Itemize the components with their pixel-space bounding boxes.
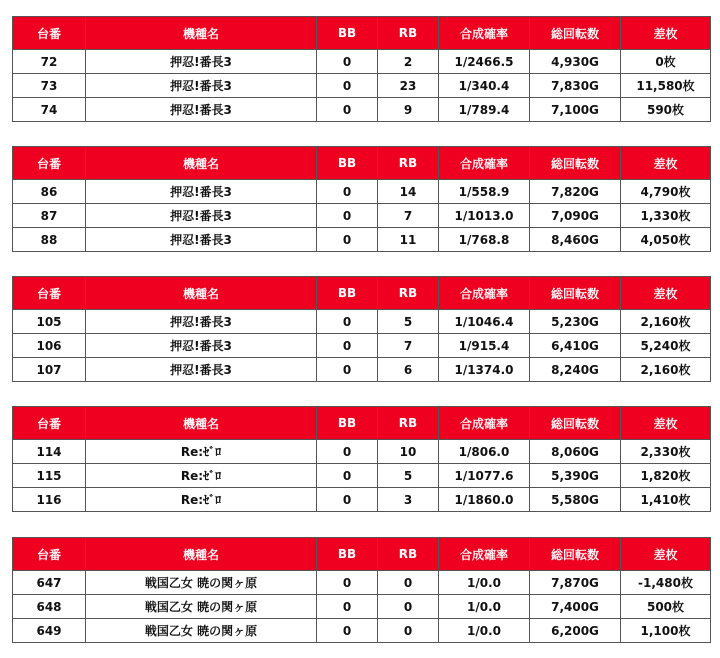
machine-number-cell: 107 — [13, 358, 86, 382]
bb-cell: 0 — [317, 595, 378, 619]
machine-number-cell: 114 — [13, 440, 86, 464]
header-machine-number: 台番 — [13, 277, 86, 310]
bb-cell: 0 — [317, 619, 378, 643]
rb-cell: 6 — [378, 358, 439, 382]
bb-cell: 0 — [317, 488, 378, 512]
rb-cell: 10 — [378, 440, 439, 464]
coin-difference-cell: 1,820枚 — [621, 464, 711, 488]
coin-difference-cell: -1,480枚 — [621, 571, 711, 595]
bb-cell: 0 — [317, 358, 378, 382]
machine-name-cell: Re:ｾﾞﾛ — [86, 488, 317, 512]
header-machine-name: 機種名 — [86, 538, 317, 571]
machine-name-cell: 押忍!番長3 — [86, 98, 317, 122]
table-row — [13, 74, 711, 98]
total-spins-cell: 6,200G — [530, 619, 621, 643]
machine-number-cell: 647 — [13, 571, 86, 595]
header-rb: RB — [378, 538, 439, 571]
header-row — [13, 538, 711, 571]
rb-cell: 7 — [378, 204, 439, 228]
header-row — [13, 277, 711, 310]
machine-name-cell: Re:ｾﾞﾛ — [86, 440, 317, 464]
machine-name-cell: 押忍!番長3 — [86, 228, 317, 252]
machine-name-cell: Re:ｾﾞﾛ — [86, 464, 317, 488]
machine-name-cell: 戦国乙女 暁の関ヶ原 — [86, 571, 317, 595]
bb-cell: 0 — [317, 440, 378, 464]
coin-difference-cell: 500枚 — [621, 595, 711, 619]
combined-probability-cell: 1/2466.5 — [439, 50, 530, 74]
machine-name-cell: 戦国乙女 暁の関ヶ原 — [86, 595, 317, 619]
machine-name-cell: 押忍!番長3 — [86, 180, 317, 204]
header-combined-probability: 合成確率 — [439, 277, 530, 310]
header-total-spins: 総回転数 — [530, 147, 621, 180]
combined-probability-cell: 1/1077.6 — [439, 464, 530, 488]
header-rb: RB — [378, 17, 439, 50]
machine-name-cell: 押忍!番長3 — [86, 358, 317, 382]
table-row — [13, 619, 711, 643]
header-coin-difference: 差枚 — [621, 538, 711, 571]
rb-cell: 5 — [378, 310, 439, 334]
header-machine-name: 機種名 — [86, 147, 317, 180]
table-row — [13, 440, 711, 464]
total-spins-cell: 5,580G — [530, 488, 621, 512]
header-row — [13, 147, 711, 180]
header-combined-probability: 合成確率 — [439, 407, 530, 440]
machine-table-1 — [12, 16, 711, 122]
header-machine-number: 台番 — [13, 17, 86, 50]
table-row — [13, 464, 711, 488]
rb-cell: 11 — [378, 228, 439, 252]
header-machine-name: 機種名 — [86, 17, 317, 50]
machine-name-cell: 押忍!番長3 — [86, 334, 317, 358]
machine-number-cell: 87 — [13, 204, 86, 228]
header-row — [13, 17, 711, 50]
combined-probability-cell: 1/1046.4 — [439, 310, 530, 334]
rb-cell: 2 — [378, 50, 439, 74]
bb-cell: 0 — [317, 228, 378, 252]
machine-name-cell: 押忍!番長3 — [86, 74, 317, 98]
machine-number-cell: 73 — [13, 74, 86, 98]
machine-table-5 — [12, 537, 711, 643]
rb-cell: 7 — [378, 334, 439, 358]
bb-cell: 0 — [317, 74, 378, 98]
coin-difference-cell: 2,160枚 — [621, 310, 711, 334]
header-coin-difference: 差枚 — [621, 277, 711, 310]
combined-probability-cell: 1/0.0 — [439, 571, 530, 595]
header-total-spins: 総回転数 — [530, 538, 621, 571]
coin-difference-cell: 1,330枚 — [621, 204, 711, 228]
rb-cell: 14 — [378, 180, 439, 204]
table-row — [13, 334, 711, 358]
machine-number-cell: 115 — [13, 464, 86, 488]
table-row — [13, 358, 711, 382]
total-spins-cell: 7,400G — [530, 595, 621, 619]
bb-cell: 0 — [317, 204, 378, 228]
coin-difference-cell: 590枚 — [621, 98, 711, 122]
rb-cell: 3 — [378, 488, 439, 512]
machine-name-cell: 押忍!番長3 — [86, 310, 317, 334]
bb-cell: 0 — [317, 180, 378, 204]
header-rb: RB — [378, 407, 439, 440]
header-bb: BB — [317, 407, 378, 440]
header-machine-number: 台番 — [13, 407, 86, 440]
header-coin-difference: 差枚 — [621, 147, 711, 180]
machine-number-cell: 72 — [13, 50, 86, 74]
header-bb: BB — [317, 277, 378, 310]
combined-probability-cell: 1/1374.0 — [439, 358, 530, 382]
table-row — [13, 488, 711, 512]
table-row — [13, 571, 711, 595]
rb-cell: 5 — [378, 464, 439, 488]
coin-difference-cell: 4,050枚 — [621, 228, 711, 252]
combined-probability-cell: 1/915.4 — [439, 334, 530, 358]
machine-number-cell: 648 — [13, 595, 86, 619]
header-machine-name: 機種名 — [86, 407, 317, 440]
coin-difference-cell: 1,410枚 — [621, 488, 711, 512]
header-machine-number: 台番 — [13, 538, 86, 571]
coin-difference-cell: 1,100枚 — [621, 619, 711, 643]
coin-difference-cell: 11,580枚 — [621, 74, 711, 98]
header-bb: BB — [317, 147, 378, 180]
combined-probability-cell: 1/806.0 — [439, 440, 530, 464]
header-bb: BB — [317, 538, 378, 571]
coin-difference-cell: 5,240枚 — [621, 334, 711, 358]
rb-cell: 0 — [378, 619, 439, 643]
table-row — [13, 180, 711, 204]
header-coin-difference: 差枚 — [621, 17, 711, 50]
bb-cell: 0 — [317, 50, 378, 74]
machine-number-cell: 106 — [13, 334, 86, 358]
coin-difference-cell: 2,330枚 — [621, 440, 711, 464]
total-spins-cell: 5,390G — [530, 464, 621, 488]
table-row — [13, 310, 711, 334]
combined-probability-cell: 1/768.8 — [439, 228, 530, 252]
combined-probability-cell: 1/558.9 — [439, 180, 530, 204]
total-spins-cell: 8,060G — [530, 440, 621, 464]
header-combined-probability: 合成確率 — [439, 147, 530, 180]
header-total-spins: 総回転数 — [530, 277, 621, 310]
machine-table-3 — [12, 276, 711, 382]
bb-cell: 0 — [317, 98, 378, 122]
total-spins-cell: 7,830G — [530, 74, 621, 98]
machine-number-cell: 116 — [13, 488, 86, 512]
header-total-spins: 総回転数 — [530, 407, 621, 440]
header-machine-name: 機種名 — [86, 277, 317, 310]
machine-number-cell: 86 — [13, 180, 86, 204]
total-spins-cell: 6,410G — [530, 334, 621, 358]
machine-number-cell: 649 — [13, 619, 86, 643]
total-spins-cell: 7,870G — [530, 571, 621, 595]
rb-cell: 0 — [378, 595, 439, 619]
coin-difference-cell: 2,160枚 — [621, 358, 711, 382]
total-spins-cell: 5,230G — [530, 310, 621, 334]
header-bb: BB — [317, 17, 378, 50]
header-machine-number: 台番 — [13, 147, 86, 180]
combined-probability-cell: 1/1860.0 — [439, 488, 530, 512]
combined-probability-cell: 1/340.4 — [439, 74, 530, 98]
bb-cell: 0 — [317, 464, 378, 488]
combined-probability-cell: 1/0.0 — [439, 595, 530, 619]
combined-probability-cell: 1/1013.0 — [439, 204, 530, 228]
machine-table-4 — [12, 406, 711, 512]
bb-cell: 0 — [317, 310, 378, 334]
table-row — [13, 204, 711, 228]
machine-name-cell: 押忍!番長3 — [86, 50, 317, 74]
rb-cell: 9 — [378, 98, 439, 122]
bb-cell: 0 — [317, 334, 378, 358]
machine-number-cell: 105 — [13, 310, 86, 334]
header-rb: RB — [378, 147, 439, 180]
table-row — [13, 595, 711, 619]
bb-cell: 0 — [317, 571, 378, 595]
total-spins-cell: 7,090G — [530, 204, 621, 228]
rb-cell: 23 — [378, 74, 439, 98]
table-row — [13, 98, 711, 122]
table-row — [13, 50, 711, 74]
header-total-spins: 総回転数 — [530, 17, 621, 50]
header-combined-probability: 合成確率 — [439, 17, 530, 50]
table-row — [13, 228, 711, 252]
total-spins-cell: 8,240G — [530, 358, 621, 382]
machine-name-cell: 押忍!番長3 — [86, 204, 317, 228]
header-coin-difference: 差枚 — [621, 407, 711, 440]
combined-probability-cell: 1/789.4 — [439, 98, 530, 122]
coin-difference-cell: 4,790枚 — [621, 180, 711, 204]
machine-name-cell: 戦国乙女 暁の関ヶ原 — [86, 619, 317, 643]
total-spins-cell: 7,100G — [530, 98, 621, 122]
machine-number-cell: 74 — [13, 98, 86, 122]
machine-table-2 — [12, 146, 711, 252]
coin-difference-cell: 0枚 — [621, 50, 711, 74]
header-rb: RB — [378, 277, 439, 310]
combined-probability-cell: 1/0.0 — [439, 619, 530, 643]
total-spins-cell: 7,820G — [530, 180, 621, 204]
machine-number-cell: 88 — [13, 228, 86, 252]
header-combined-probability: 合成確率 — [439, 538, 530, 571]
header-row — [13, 407, 711, 440]
total-spins-cell: 4,930G — [530, 50, 621, 74]
rb-cell: 0 — [378, 571, 439, 595]
total-spins-cell: 8,460G — [530, 228, 621, 252]
